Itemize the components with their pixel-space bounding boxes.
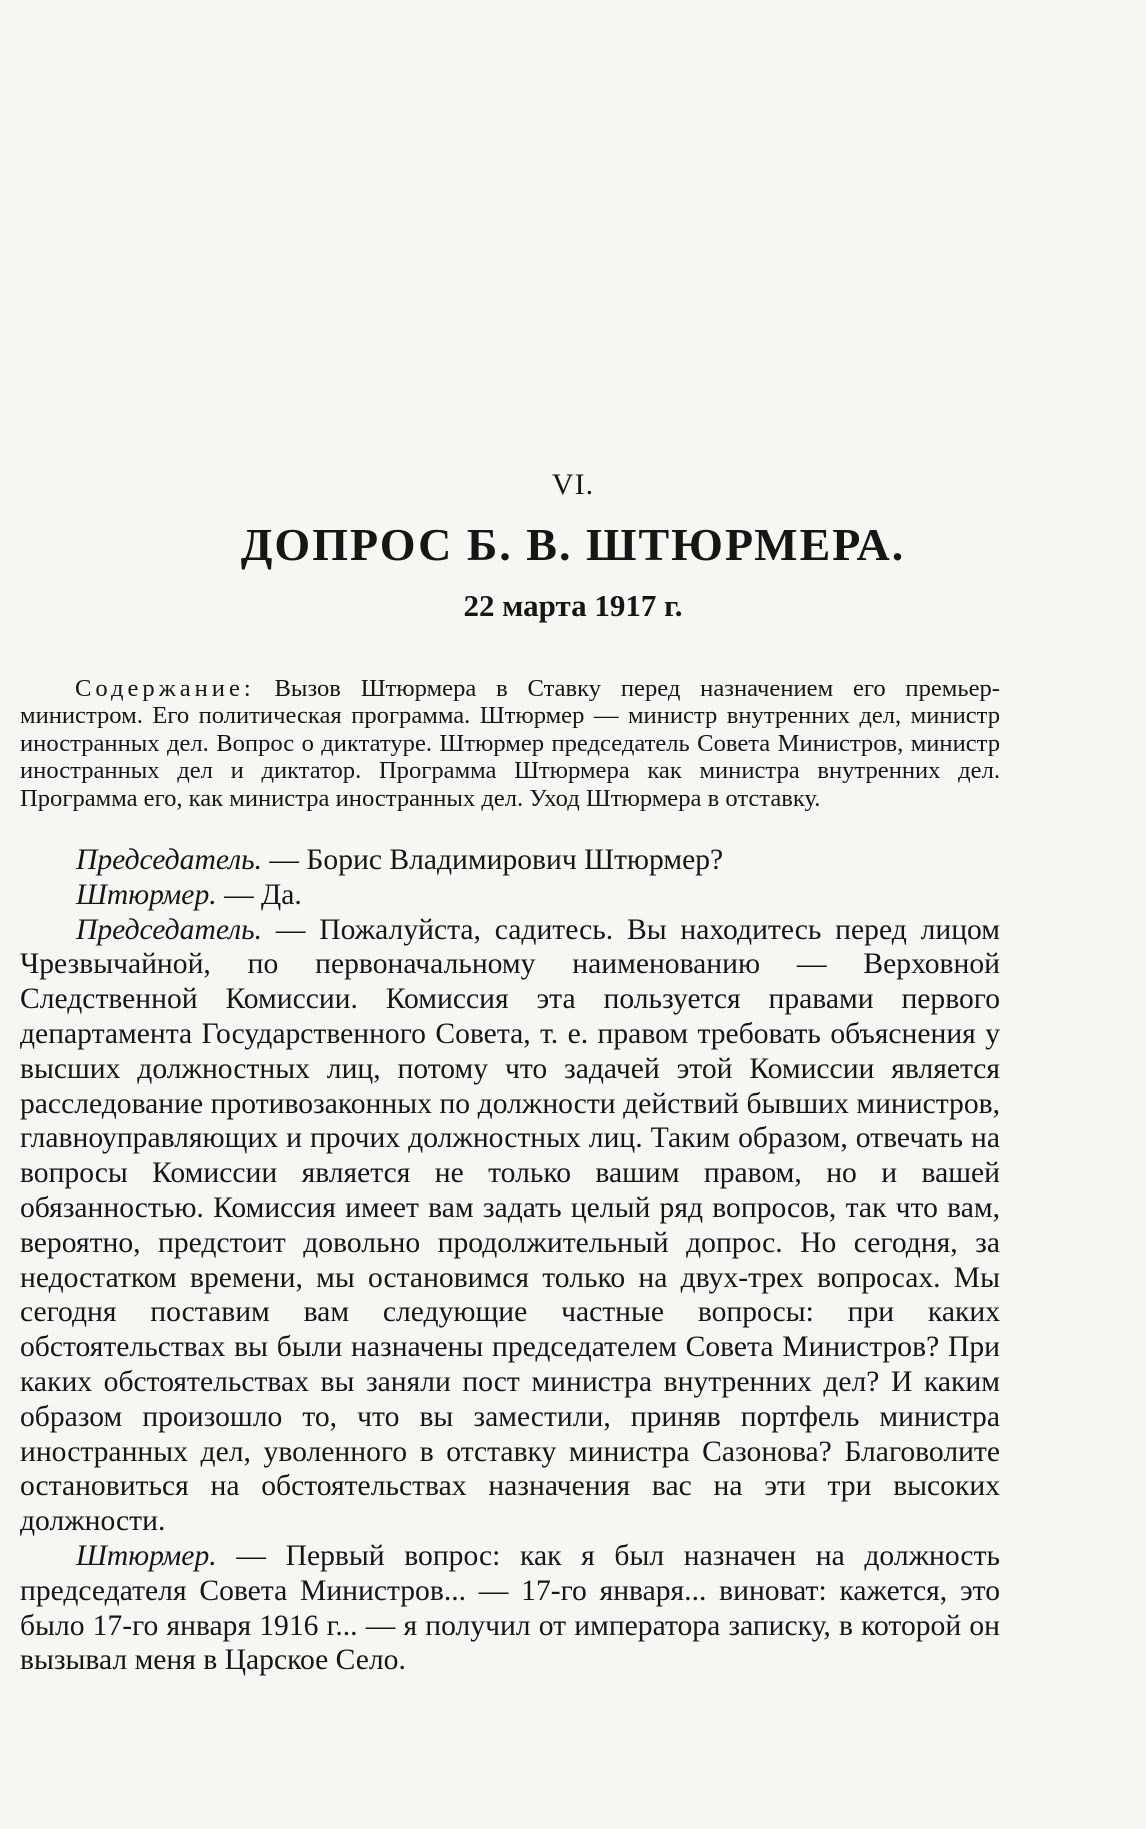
summary-text: Вызов Штюрмера в Ставку перед назначением его премьер-министром. Его политическая программа. Штюрмер — министр внутренних дел, министр иностранных дел. Вопрос о диктатуре. Штюрмер председатель Совета Министров, министр иностранных дел и диктатор. Программа Штюрмера как министра внутренних дел. Программа его, как министра иностранных дел. Уход Штюрмера в отставку. (20, 674, 1000, 812)
speaker-name: Председатель. (76, 913, 262, 946)
dialogue-paragraph (20, 1539, 1000, 1678)
speaker-name: Штюрмер. (76, 878, 217, 911)
speech-text: — Борис Владимирович Штюрмер? (269, 844, 724, 876)
dialogue-paragraph (20, 913, 1000, 1539)
dialogue-paragraph (20, 843, 1000, 878)
speaker-name: Штюрмер. (76, 1539, 217, 1572)
speech-text: — Пожалуйста, садитесь. Вы находитесь перед лицом Чрезвычайной, по первоначальному наименованию — Верховной Следственной Комиссии. Комиссия эта пользуется правами первого департамента Государственного Совета, т. е. правом требовать объяснения у высших должностных лиц, потому что задачей этой Комиссии является расследование противозаконных по должности действий бывших министров, главноуправляющих и прочих должностных лиц. Таким образом, отвечать на вопросы Комиссии является не только вашим правом, но и вашей обязанностью. Комиссия имеет вам задать целый ряд вопросов, так что вам, вероятно, предстоит довольно продолжительный допрос. Но сегодня, за недостатком времени, мы остановимся только на двух-трех вопросах. Мы сегодня поставим вам следующие частные вопросы: при каких обстоятельствах вы были назначены председателем Совета Министров? При каких обстоятельствах вы заняли пост министра внутренних дел? И каким образом произошло то, что вы заместили, приняв портфель министра иностранных дел, уволенного в отставку министра Сазонова? Благоволите остановиться на обстоятельствах назначения вас на эти три высоких должности. (20, 913, 1000, 1538)
dialogue-paragraph (20, 878, 1000, 913)
speech-text: — Первый вопрос: как я был назначен на должность председателя Совета Министров... — 17-го января... виноват: кажется, это было 17-го января 1916 г... — я получил от императора записку, в которой он вызывал меня в Царское Село. (20, 1539, 1000, 1677)
summary-label: Содержание: (75, 674, 255, 702)
speech-text: — Да. (224, 878, 302, 911)
chapter-date: 22 марта 1917 г. (463, 588, 683, 623)
contents-summary (20, 675, 1000, 813)
speaker-name: Председатель. (76, 844, 262, 876)
chapter-title: ДОПРОС Б. В. ШТЮРМЕРА. (240, 519, 906, 570)
chapter-number: VI. (551, 468, 595, 501)
interrogation-transcript (20, 843, 1000, 1678)
